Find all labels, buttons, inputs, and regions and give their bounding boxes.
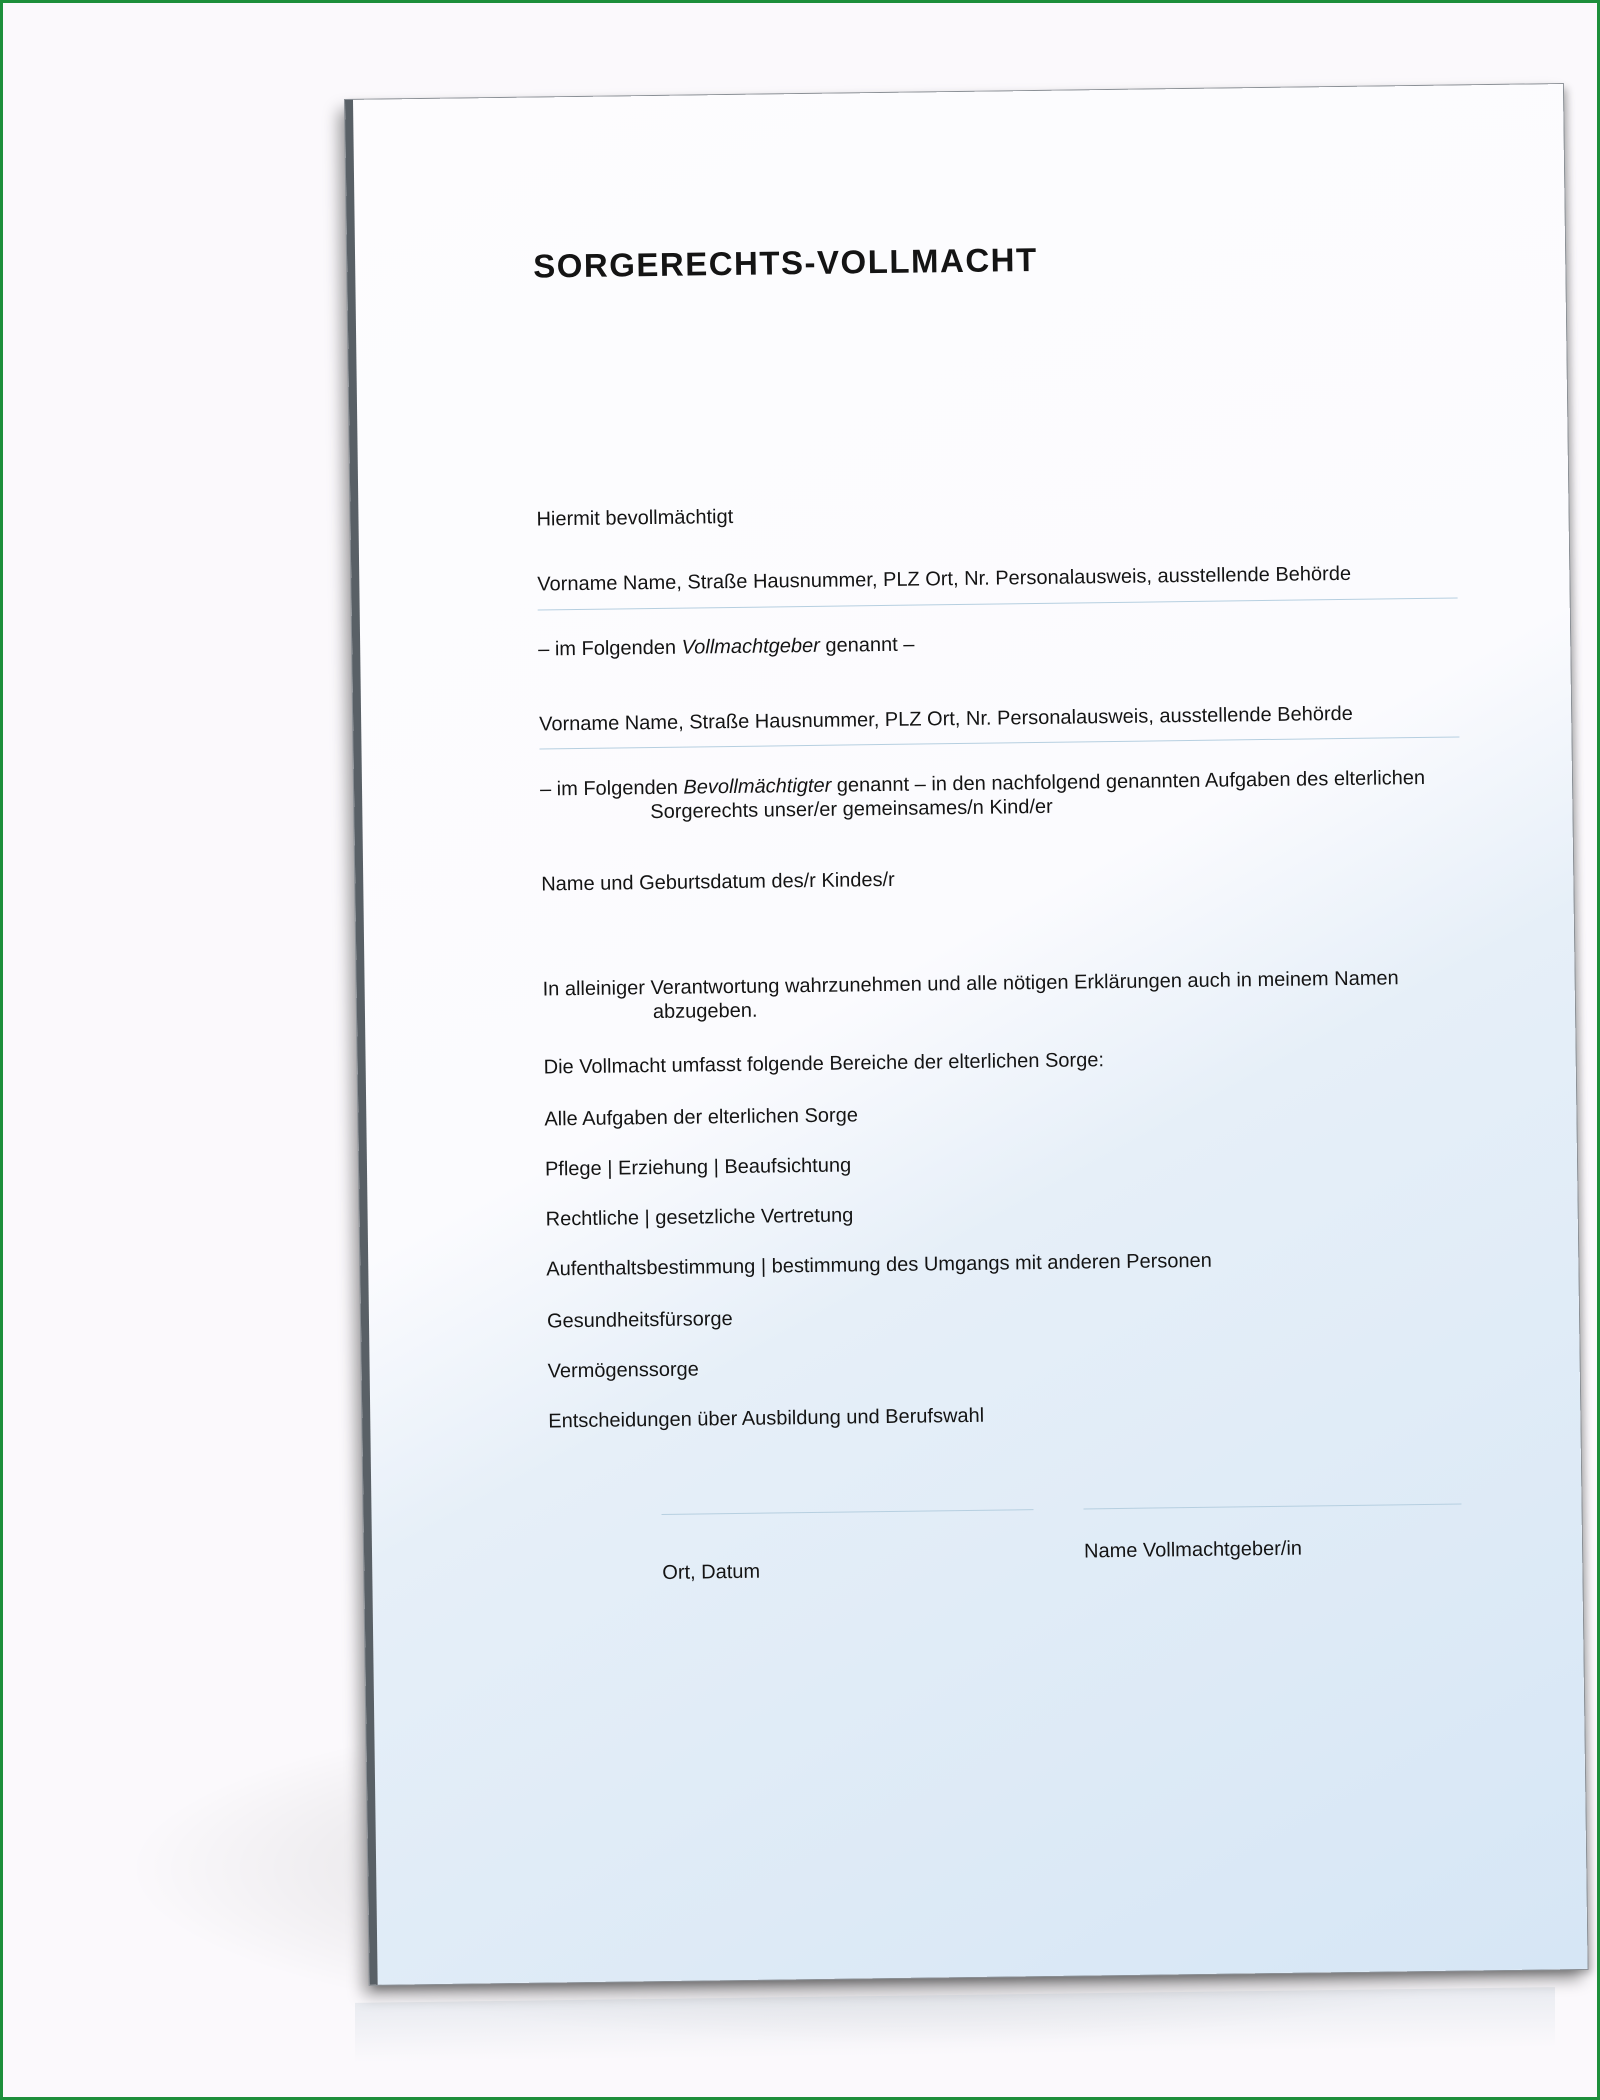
document-title: SORGERECHTS-VOLLMACHT bbox=[532, 240, 1038, 285]
scope-item: Entscheidungen über Ausbildung und Berufswahl bbox=[548, 1404, 985, 1433]
place-date-line bbox=[662, 1509, 1034, 1515]
grantor-note-term: Vollmachtgeber bbox=[681, 634, 820, 659]
scope-intro: Die Vollmacht umfasst folgende Bereiche der elterlichen Sorge: bbox=[543, 1049, 1105, 1079]
scope-item: Gesundheitsfürsorge bbox=[546, 1308, 733, 1333]
agent-note bbox=[540, 765, 1461, 825]
agent-details-field: Vorname Name, Straße Hausnummer, PLZ Ort, Nr. Personalausweis, ausstellende Behörde bbox=[539, 702, 1353, 736]
document-sheet bbox=[345, 84, 1588, 1985]
scope-item: Alle Aufgaben der elterlichen Sorge bbox=[544, 1104, 859, 1131]
intro-text: Hiermit bevollmächtigt bbox=[536, 505, 734, 531]
scope-item: Rechtliche | gesetzliche Vertretung bbox=[545, 1204, 854, 1231]
grantor-signature-label: Name Vollmachtgeber/in bbox=[1083, 1537, 1303, 1563]
agent-details-line bbox=[540, 736, 1460, 749]
child-details-field: Name und Geburtsdatum des/r Kindes/r bbox=[541, 868, 895, 896]
agent-note-before: – im Folgenden bbox=[539, 776, 684, 801]
agent-note-continuation: Sorgerechts unser/er gemeinsames/n Kind/er bbox=[650, 795, 1053, 824]
place-date-label: Ort, Datum bbox=[662, 1560, 761, 1584]
grantor-details-line bbox=[538, 597, 1458, 610]
scope-item: Pflege | Erziehung | Beaufsichtung bbox=[544, 1154, 852, 1181]
scope-item: Vermögenssorge bbox=[547, 1358, 699, 1383]
responsibility-line-1: In alleiniger Verantwortung wahrzunehmen und alle nötigen Erklärungen auch in meinem Namen bbox=[542, 967, 1399, 1001]
scope-item: Aufenthaltsbestimmung | bestimmung des Umgangs mit anderen Personen bbox=[546, 1249, 1212, 1281]
agent-note-term: Bevollmächtigter bbox=[683, 774, 832, 799]
responsibility-text bbox=[543, 965, 1464, 1025]
grantor-details-field: Vorname Name, Straße Hausnummer, PLZ Ort, Nr. Personalausweis, ausstellende Behörde bbox=[537, 562, 1352, 596]
grantor-signature-line bbox=[1083, 1504, 1461, 1510]
agent-note-after: genannt – in den nachfolgend genannten Aufgaben des elterlichen bbox=[831, 766, 1426, 797]
grantor-note-before: – im Folgenden bbox=[538, 636, 682, 661]
grantor-note bbox=[538, 633, 914, 662]
grantor-note-after: genannt – bbox=[819, 633, 915, 657]
responsibility-line-2: abzugeben. bbox=[652, 999, 758, 1024]
